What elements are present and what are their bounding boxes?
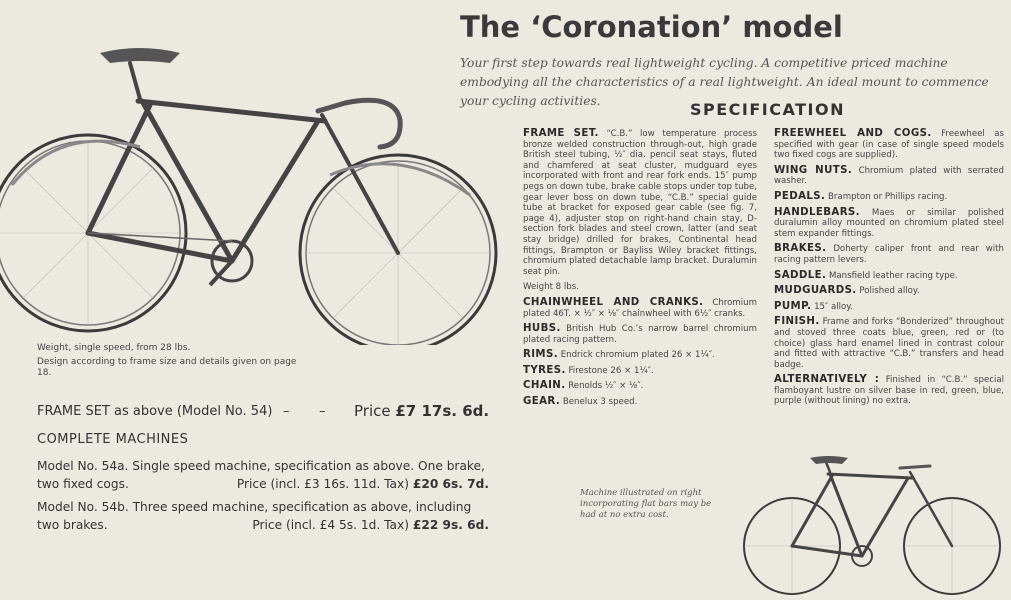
model-54b-description-cont: two brakes.	[37, 518, 108, 532]
dash-separator: –	[319, 404, 326, 419]
flat-bars-note: Machine illustrated on right incorporating flat bars may be had at no extra cost.	[580, 488, 712, 520]
spec-tyres: TYRES. Firestone 26 × 1¼″.	[523, 364, 654, 376]
spec-rims: RIMS. Endrick chromium plated 26 × 1¼″.	[523, 349, 715, 361]
caption-weight: Weight, single speed, from 28 lbs.	[37, 343, 191, 353]
flat-bar-bicycle-illustration	[740, 452, 1005, 598]
spec-finish: FINISH. Frame and forks “Bonderized” throughout and stoved three coats blue, green, red or (to choice) glass hard enamel lined in contrast colour and fitted with attractive “C.B.” transfers and head badge.	[774, 316, 1005, 370]
spec-pump: PUMP. 15″ alloy.	[774, 300, 853, 312]
model-54a-description: Model No. 54a. Single speed machine, specification as above. One brake,	[37, 459, 485, 473]
model-54a-description-cont: two fixed cogs.	[37, 477, 129, 491]
spec-saddle: SADDLE. Mansfield leather racing type.	[774, 269, 958, 281]
spec-pedals: PEDALS. Brampton or Phillips racing.	[774, 190, 948, 202]
spec-hubs: HUBS. British Hub Co.’s narrow barrel chromium plated racing pattern.	[523, 323, 757, 345]
page-title: The ‘Coronation’ model	[460, 10, 843, 44]
spec-weight: Weight 8 lbs.	[523, 282, 579, 293]
spec-handlebars: HANDLEBARS. Maes or similar polished duralumin alloy mounted on chromium plated steel stem expander fittings.	[774, 206, 1004, 239]
spec-freewheel: FREEWHEEL AND COGS. Freewheel as specified with gear (in case of single speed models two fixed cogs are supplied).	[774, 128, 1004, 161]
caption-design: Design according to frame size and details given on page 18.	[37, 357, 297, 378]
frame-set-price-line	[37, 404, 489, 419]
spec-alternatively: ALTERNATIVELY : Finished in “C.B.” special flamboyant lustre on silver base in red, green, blue, purple (without lining) no extra.	[774, 374, 1004, 407]
frame-set-price: Price £7 17s. 6d.	[354, 402, 490, 420]
spec-frame-set: FRAME SET. “C.B.” low temperature process bronze welded construction through-out, high grade British steel tubing, ½″ dia. pencil seat stays, fluted and chamfered at seat cluster, mudguard eyes incorporated with front and rear fork ends. 15″ pump pegs on down tube, brake cable stops under top tube, gear lever boss on down tube, “C.B.” special guide tube at bracket for exposed gear cable (see fig. 7, page 4), adjuster stop on right-hand chain stay, D-section fork blades and steel crown, latter (and seat stay bridge) drilled for brakes, Continental head fittings, Brampton or Bayliss Wiley bracket fittings, chromium plated detachable lamp bracket. Duralumin seat pin.	[523, 128, 757, 277]
spec-chainwheel: CHAINWHEEL AND CRANKS. Chromium plated 46T. × ½″ × ⅛″ chainwheel with 6½″ cranks.	[523, 296, 757, 319]
spec-mudguards: MUDGUARDS. Polished alloy.	[774, 285, 920, 297]
specification-heading: SPECIFICATION	[690, 100, 845, 119]
spec-chain: CHAIN. Renolds ½″ × ⅛″.	[523, 380, 644, 392]
model-54a	[37, 457, 489, 493]
spec-wing-nuts: WING NUTS. Chromium plated with serrated washer.	[774, 164, 1004, 187]
model-54a-price: Price (incl. £3 16s. 11d. Tax) £20 6s. 7d.	[236, 477, 489, 491]
frame-set-label: FRAME SET as above (Model No. 54)	[37, 404, 273, 419]
spec-brakes: BRAKES. Doherty caliper front and rear with racing pattern levers.	[774, 243, 1004, 265]
intro-text: Your first step towards real lightweight cycling. A competitive priced machine embodying all the characteristics of a real lightweight. An ideal mount to commence your cycling activities.	[460, 56, 989, 108]
spec-column-left	[523, 129, 757, 413]
model-54b-price: Price (incl. £4 5s. 1d. Tax) £22 9s. 6d.	[252, 518, 489, 532]
racing-bicycle-illustration	[0, 35, 520, 345]
model-54b-description: Model No. 54b. Three speed machine, specification as above, including	[37, 500, 472, 514]
model-54b	[37, 498, 489, 534]
illustration-caption	[37, 343, 302, 382]
spec-gear: GEAR. Benelux 3 speed.	[523, 396, 638, 408]
spec-column-right	[774, 129, 1004, 412]
dash-separator: –	[283, 404, 290, 419]
complete-machines-heading: COMPLETE MACHINES	[37, 432, 189, 447]
